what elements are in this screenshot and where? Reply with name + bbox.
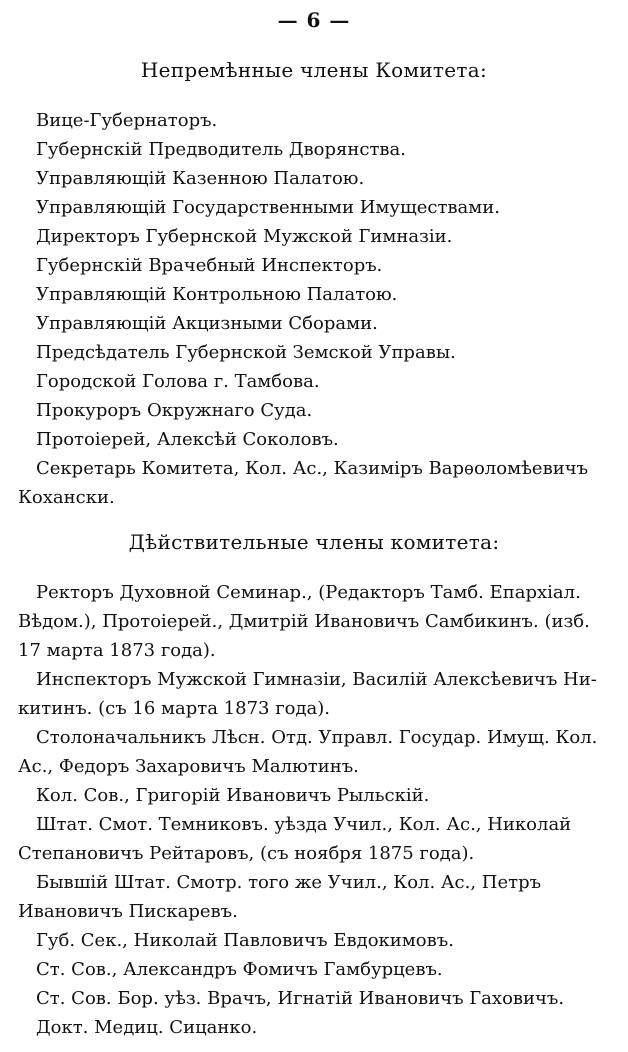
- member-entry-line: Ректоръ Духовной Семинар., (Редакторъ Тамб. Епархіал.: [36, 582, 581, 603]
- member-entry: [18, 810, 614, 868]
- list-item: Губернскій Врачебный Инспекторъ.: [36, 255, 383, 276]
- member-entry-line: 17 марта 1873 года).: [18, 640, 216, 661]
- list-item: Предсѣдатель Губернской Земской Управы.: [36, 342, 456, 363]
- active-members-heading: Дѣйствительные члены комитета:: [128, 530, 500, 554]
- page-number: — 6 —: [277, 8, 351, 32]
- member-entry-line: Кол. Сов., Григорій Ивановичъ Рыльскій.: [36, 785, 430, 806]
- list-item: Управляющій Акцизными Сборами.: [36, 313, 378, 334]
- permanent-members-list: [0, 106, 628, 512]
- member-entry-line: Ст. Сов., Александръ Фомичъ Гамбурцевъ.: [36, 959, 443, 980]
- member-entry-line: Штат. Смот. Темниковъ. уѣзда Учил., Кол. Ас., Николай: [36, 814, 572, 835]
- member-entry-line: Ас., Федоръ Захаровичъ Малютинъ.: [18, 756, 359, 777]
- member-entry-line: Докт. Медиц. Сицанко.: [36, 1017, 258, 1038]
- list-item: Управляющій Государственными Имуществами.: [36, 197, 500, 218]
- list-item: Прокуроръ Окружнаго Суда.: [36, 400, 313, 421]
- member-entry: [18, 665, 614, 723]
- member-entry: [18, 578, 614, 665]
- member-entry-line: Столоначальникъ Лѣсн. Отд. Управл. Государ. Имущ. Кол.: [36, 727, 598, 748]
- member-entry: [18, 926, 614, 955]
- member-entry: [18, 781, 614, 810]
- list-item: Вице-Губернаторъ.: [36, 110, 218, 131]
- member-entry: [18, 723, 614, 781]
- member-entry: [18, 984, 614, 1013]
- list-item: Управляющій Казенною Палатою.: [36, 168, 365, 189]
- list-item: Директоръ Губернской Мужской Гимназіи.: [36, 226, 453, 247]
- member-entry: [18, 955, 614, 984]
- secretary-line: Кохански.: [18, 487, 115, 508]
- member-entry-line: китинъ. (съ 16 марта 1873 года).: [18, 698, 331, 719]
- member-entry-line: Степановичъ Рейтаровъ, (съ ноября 1875 года).: [18, 843, 475, 864]
- member-entry-line: Ивановичъ Пискаревъ.: [18, 901, 238, 922]
- member-entry-line: Бывшій Штат. Смотр. того же Учил., Кол. Ас., Петръ: [36, 872, 542, 893]
- member-entry-line: Ст. Сов. Бор. уѣз. Врачъ, Игнатій Ивановичъ Гаховичъ.: [36, 988, 565, 1009]
- list-item: Управляющій Контрольною Палатою.: [36, 284, 398, 305]
- member-entry: [18, 868, 614, 926]
- permanent-members-heading: Непремѣнные члены Комитета:: [140, 58, 488, 82]
- secretary-line: Секретарь Комитета, Кол. Ас., Казиміръ Варѳоломѣевичъ: [36, 458, 589, 479]
- list-item: Городской Голова г. Тамбова.: [36, 371, 320, 392]
- member-entry-line: Инспекторъ Мужской Гимназіи, Василій Алексѣевичъ Ни-: [36, 669, 597, 690]
- member-entry-line: Губ. Сек., Николай Павловичъ Евдокимовъ.: [36, 930, 454, 951]
- member-entry: [18, 1013, 614, 1042]
- list-item: Губернскій Предводитель Дворянства.: [36, 139, 407, 160]
- member-entry-line: Вѣдом.), Протоіерей., Дмитрій Ивановичъ Самбикинъ. (изб.: [18, 611, 590, 632]
- list-item: Протоіерей, Алексѣй Соколовъ.: [36, 429, 339, 450]
